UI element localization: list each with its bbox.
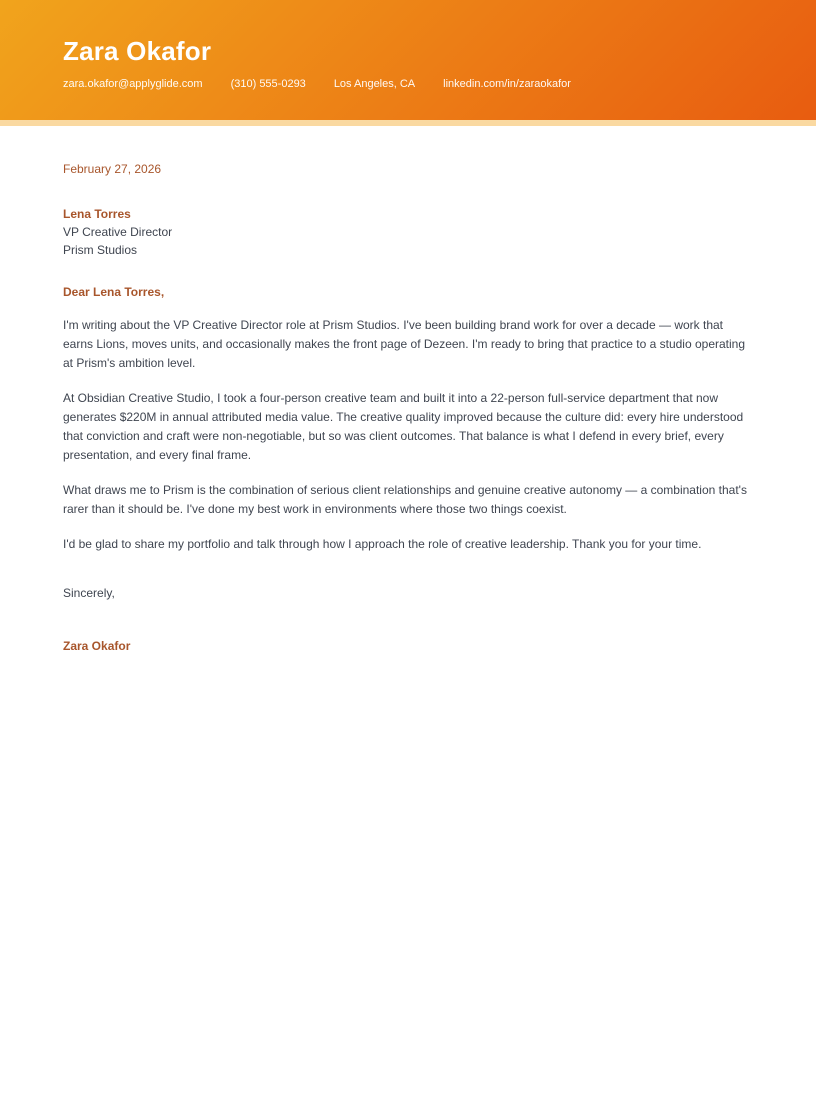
header-accent-band bbox=[0, 120, 816, 126]
recipient-name: Lena Torres bbox=[63, 207, 131, 221]
body-paragraph-2: At Obsidian Creative Studio, I took a four-person creative team and built it into a 22-person full-service department that now generates $220M in annual attributed media value. The creative quality improved because the culture did: every hire understood that conviction and craft were non-negotiable, but so was client outcomes. That balance is what I defend in every brief, every presentation, and every final frame. bbox=[63, 391, 744, 462]
closing: Sincerely, bbox=[63, 586, 115, 600]
letter-body bbox=[0, 162, 816, 656]
signature-name: Zara Okafor bbox=[63, 639, 131, 653]
recipient-title: VP Creative Director bbox=[63, 225, 173, 239]
contact-linkedin: linkedin.com/in/zaraokafor bbox=[443, 78, 571, 90]
body-paragraph-4: I'd be glad to share my portfolio and talk through how I approach the role of creative leadership. Thank you for your time. bbox=[63, 537, 702, 551]
letter-header bbox=[0, 0, 816, 120]
recipient-block bbox=[63, 205, 753, 259]
contact-email: zara.okafor@applyglide.com bbox=[63, 78, 203, 90]
salutation: Dear Lena Torres, bbox=[63, 285, 165, 299]
body-paragraph-1: I'm writing about the VP Creative Director role at Prism Studios. I've been building brand work for over a decade — work that earns Lions, moves units, and occasionally makes the front page of Dezeen. I'm ready to bring that practice to a studio operating at Prism's ambition level. bbox=[63, 318, 746, 370]
candidate-name: Zara Okafor bbox=[63, 36, 212, 66]
contact-row bbox=[63, 78, 753, 91]
body-paragraph-3: What draws me to Prism is the combination of serious client relationships and genuine creative autonomy — a combination that's rarer than it should be. I've done my best work in environments where those two things coexist. bbox=[63, 483, 747, 516]
recipient-company: Prism Studios bbox=[63, 243, 138, 257]
letter-date: February 27, 2026 bbox=[63, 162, 162, 176]
contact-phone: (310) 555-0293 bbox=[230, 78, 306, 90]
contact-location: Los Angeles, CA bbox=[333, 78, 416, 90]
